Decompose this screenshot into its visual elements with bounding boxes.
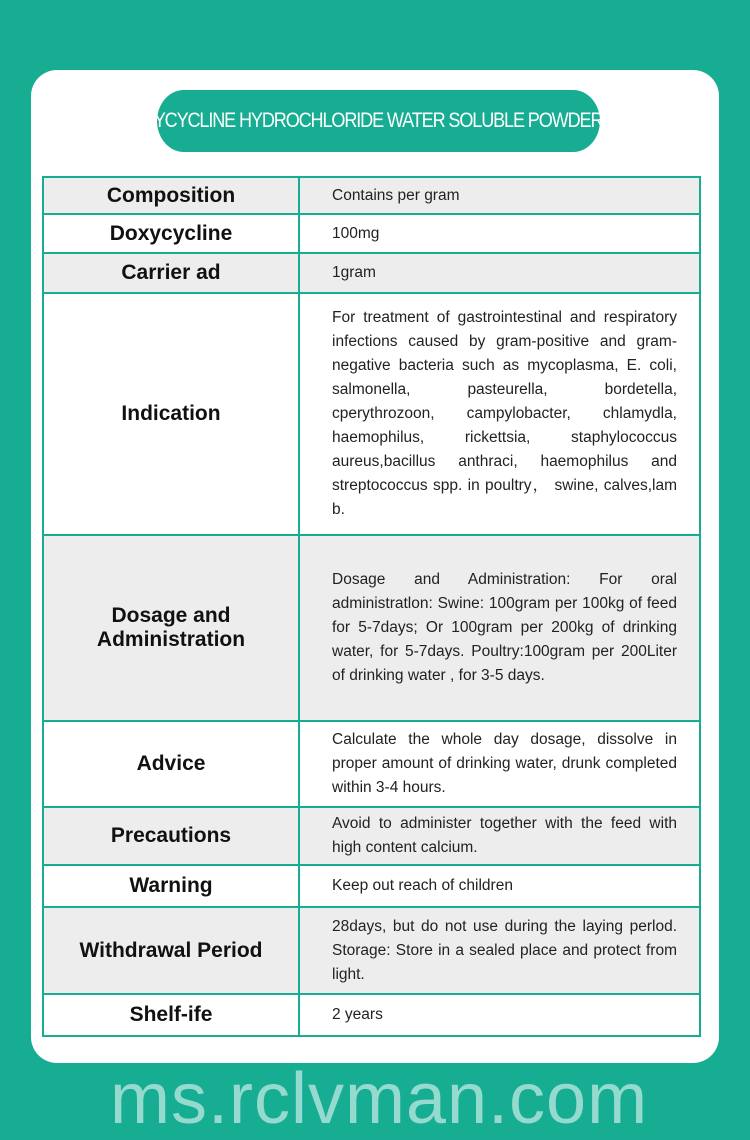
row-label: Composition (43, 177, 299, 214)
row-value-text: Calculate the whole day dosage, dissolve in proper amount of drinking water, drunk completed within 3-4 hours. (332, 731, 677, 796)
table-row (43, 535, 700, 721)
row-label: Dosage and Administration (43, 535, 299, 721)
table-row (43, 177, 700, 214)
row-value-text: For treatment of gastrointestinal and respiratory infections caused by gram-positive and gram-negative bacteria such as mycoplasma, E. coli, salmonella, pasteurella, bordetella, cperythrozoon, campylobacter, chlamydla, haemophilus, rickettsia, staphylococcus aureus,bacillus anthraci, haemophilus and streptococcus spp. in poultry， swine, calves,lam b. (332, 309, 677, 518)
row-label: Indication (43, 293, 299, 535)
row-value (299, 177, 700, 214)
row-label: Carrier ad (43, 253, 299, 293)
row-value-text: 2 years (332, 1006, 383, 1023)
row-value (299, 807, 700, 865)
table-row (43, 253, 700, 293)
table-row (43, 807, 700, 865)
table-row (43, 293, 700, 535)
table-row (43, 907, 700, 994)
row-value (299, 865, 700, 907)
watermark-text: ms.rclvman.com (110, 1059, 649, 1139)
row-label: Advice (43, 721, 299, 807)
row-value-text: 100mg (332, 224, 380, 242)
row-value (299, 253, 700, 293)
row-label: Warning (43, 865, 299, 907)
row-value (299, 994, 700, 1036)
product-title (117, 90, 640, 152)
row-label: Withdrawal Period (43, 907, 299, 994)
table-row (43, 214, 700, 253)
row-label: Precautions (43, 807, 299, 865)
product-title-text: DOXYCYCLINE HYDROCHLORIDE WATER SOLUBLE POWDER 10% (117, 109, 640, 132)
row-label: Doxycycline (43, 214, 299, 253)
row-value-text: 1gram (332, 264, 376, 281)
row-value-text: Avoid to administer together with the feed with high content calcium. (332, 815, 677, 856)
row-label: Shelf-ife (43, 994, 299, 1036)
row-value (299, 721, 700, 807)
table-row (43, 994, 700, 1036)
table-row (43, 721, 700, 807)
table-row (43, 865, 700, 907)
row-value (299, 907, 700, 994)
row-value (299, 293, 700, 535)
row-value (299, 535, 700, 721)
row-value-text: Contains per gram (332, 186, 460, 204)
row-value-text: 28days, but do not use during the laying perlod. Storage: Store in a sealed place and protect from light. (332, 917, 677, 983)
row-value-text: Dosage and Administration: For oral administratlon: Swine: 100gram per 100kg of feed for 5-7days; Or 100gram per 200kg of drinking water, for 5-7days. Poultry:100gram per 200Liter of drinking water , for 3-5 days. (332, 571, 677, 684)
row-value-text: Keep out reach of children (332, 877, 513, 894)
row-value (299, 214, 700, 253)
spec-table (42, 176, 701, 1037)
